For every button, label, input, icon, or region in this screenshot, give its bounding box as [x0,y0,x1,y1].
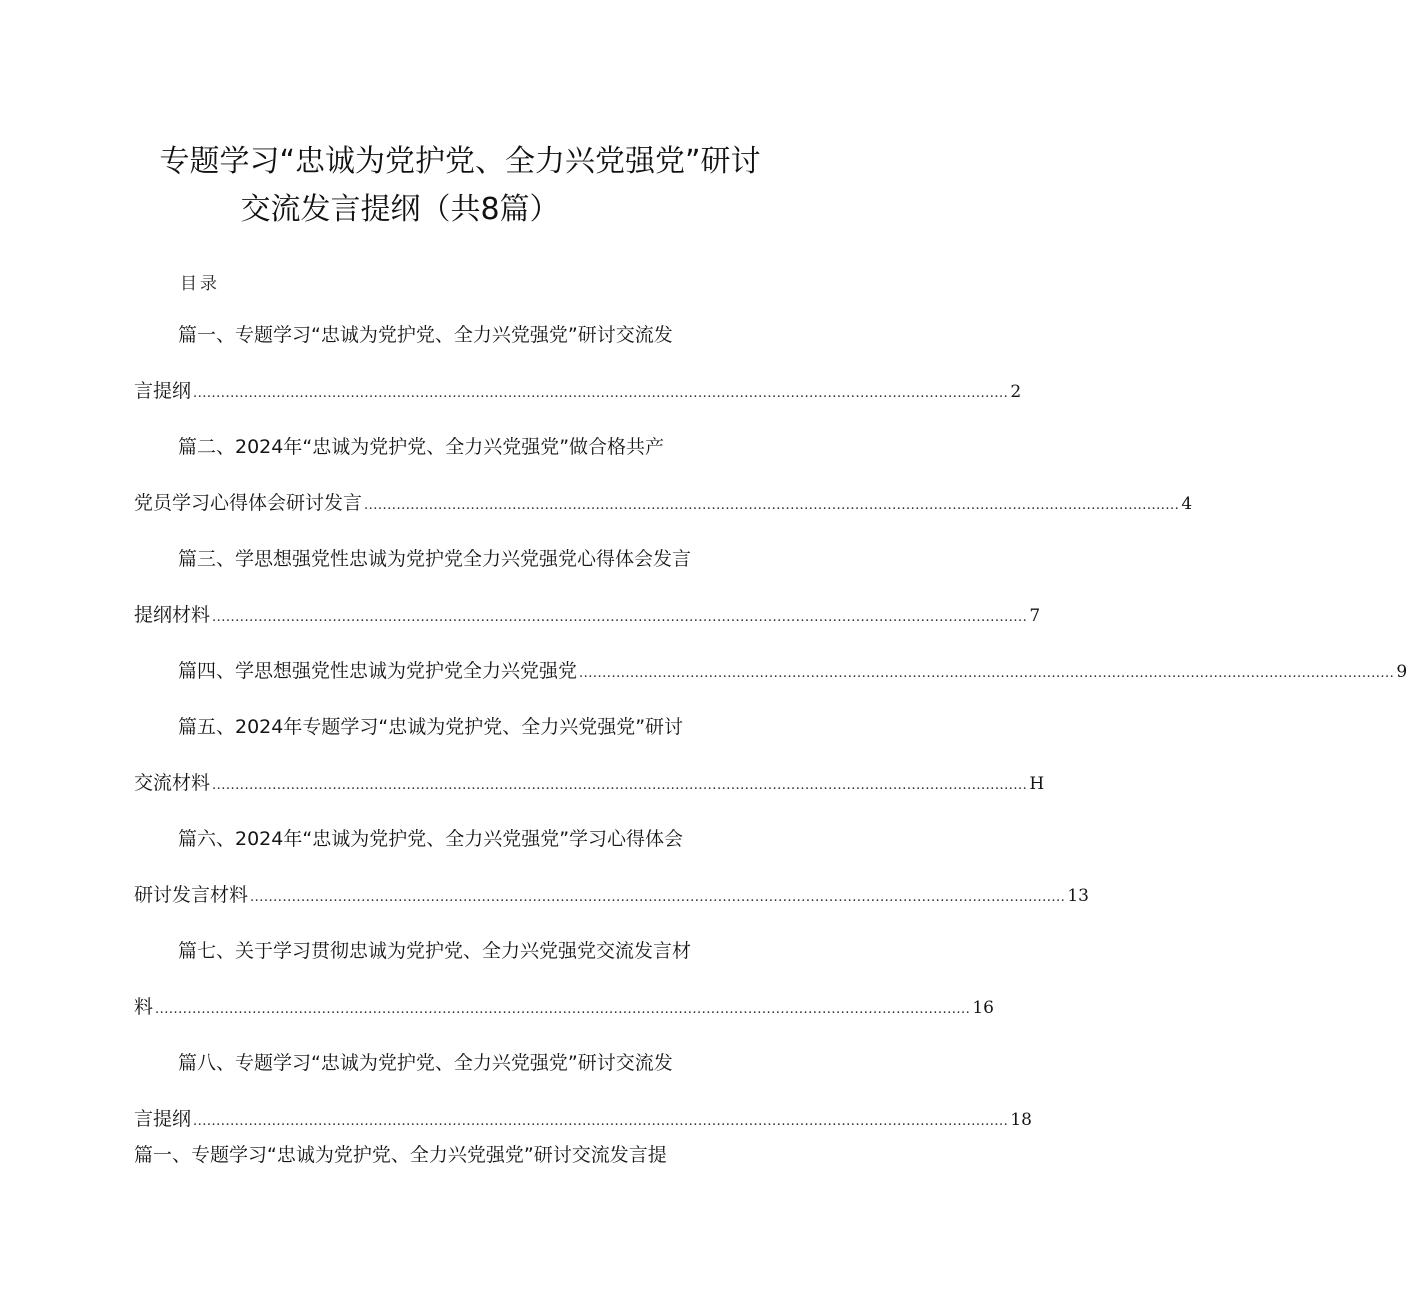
toc-entry-text: 研讨发言材料 [134,884,249,906]
toc-leader-dots: ................................................................................................................................................................................ [250,890,1066,905]
toc-entry-text: 篇四、学思想强党性忠诚为党护党全力兴党强党 [178,660,578,682]
toc-entry-8-continuation [134,1106,1032,1135]
toc-entry-text: 言提纲 [134,380,192,402]
document-title-line-1: 专题学习“忠诚为党护党、全力兴党强党”研讨 [159,144,761,179]
toc-entry-7-title: 篇七、关于学习贯彻忠诚为党护党、全力兴党强党交流发言材 [178,940,692,962]
toc-entry-text: 料 [134,996,154,1018]
toc-leader-dots: ................................................................................................................................................................................ [193,386,1009,401]
toc-entry-1-continuation [134,378,1022,407]
toc-entry-text: 提纲材料 [134,604,211,626]
toc-page-number: 18 [1010,1110,1032,1130]
toc-entry-3-title: 篇三、学思想强党性忠诚为党护党全力兴党强党心得体会发言 [178,548,692,570]
toc-page-number: 2 [1010,382,1022,402]
toc-entry-text: 交流材料 [134,772,211,794]
toc-page-number: 9 [1396,662,1407,682]
toc-entry-2-title: 篇二、2024年“忠诚为党护党、全力兴党强党”做合格共产 [178,436,665,458]
toc-page-number: 4 [1181,494,1193,514]
toc-entry-1-title: 篇一、专题学习“忠诚为党护党、全力兴党强党”研讨交流发 [178,324,673,346]
toc-leader-dots: ................................................................................................................................................................................ [364,498,1180,513]
toc-entry-5-title: 篇五、2024年专题学习“忠诚为党护党、全力兴党强党”研讨 [178,716,684,738]
document-title-line-2: 交流发言提纲（共8篇） [240,192,560,227]
section-1-heading: 篇一、专题学习“忠诚为党护党、全力兴党强党”研讨交流发言提 [134,1144,667,1166]
toc-leader-dots: ................................................................................................................................................................................ [193,1114,1009,1129]
toc-entry-8-title: 篇八、专题学习“忠诚为党护党、全力兴党强党”研讨交流发 [178,1052,673,1074]
toc-page-number: 7 [1029,606,1041,626]
toc-entry-3-continuation [134,602,1041,631]
toc-leader-dots: ................................................................................................................................................................................ [212,610,1028,625]
toc-entry-5-continuation [134,770,1045,799]
toc-entry-6-continuation [134,882,1089,911]
toc-leader-dots: ................................................................................................................................................................................ [155,1002,971,1017]
toc-entry-text: 党员学习心得体会研讨发言 [134,492,363,514]
toc-page-number: H [1029,774,1045,794]
toc-entry-7-continuation [134,994,994,1023]
toc-page-number: 13 [1067,886,1089,906]
toc-entry-4 [178,658,1407,687]
toc-leader-dots: ................................................................................................................................................................................ [212,778,1028,793]
toc-entry-6-title: 篇六、2024年“忠诚为党护党、全力兴党强党”学习心得体会 [178,828,684,850]
toc-page-number: 16 [972,998,994,1018]
toc-entry-2-continuation [134,490,1193,519]
toc-entry-text: 言提纲 [134,1108,192,1130]
toc-leader-dots: ................................................................................................................................................................................ [579,666,1395,681]
toc-heading: 目录 [180,274,220,294]
